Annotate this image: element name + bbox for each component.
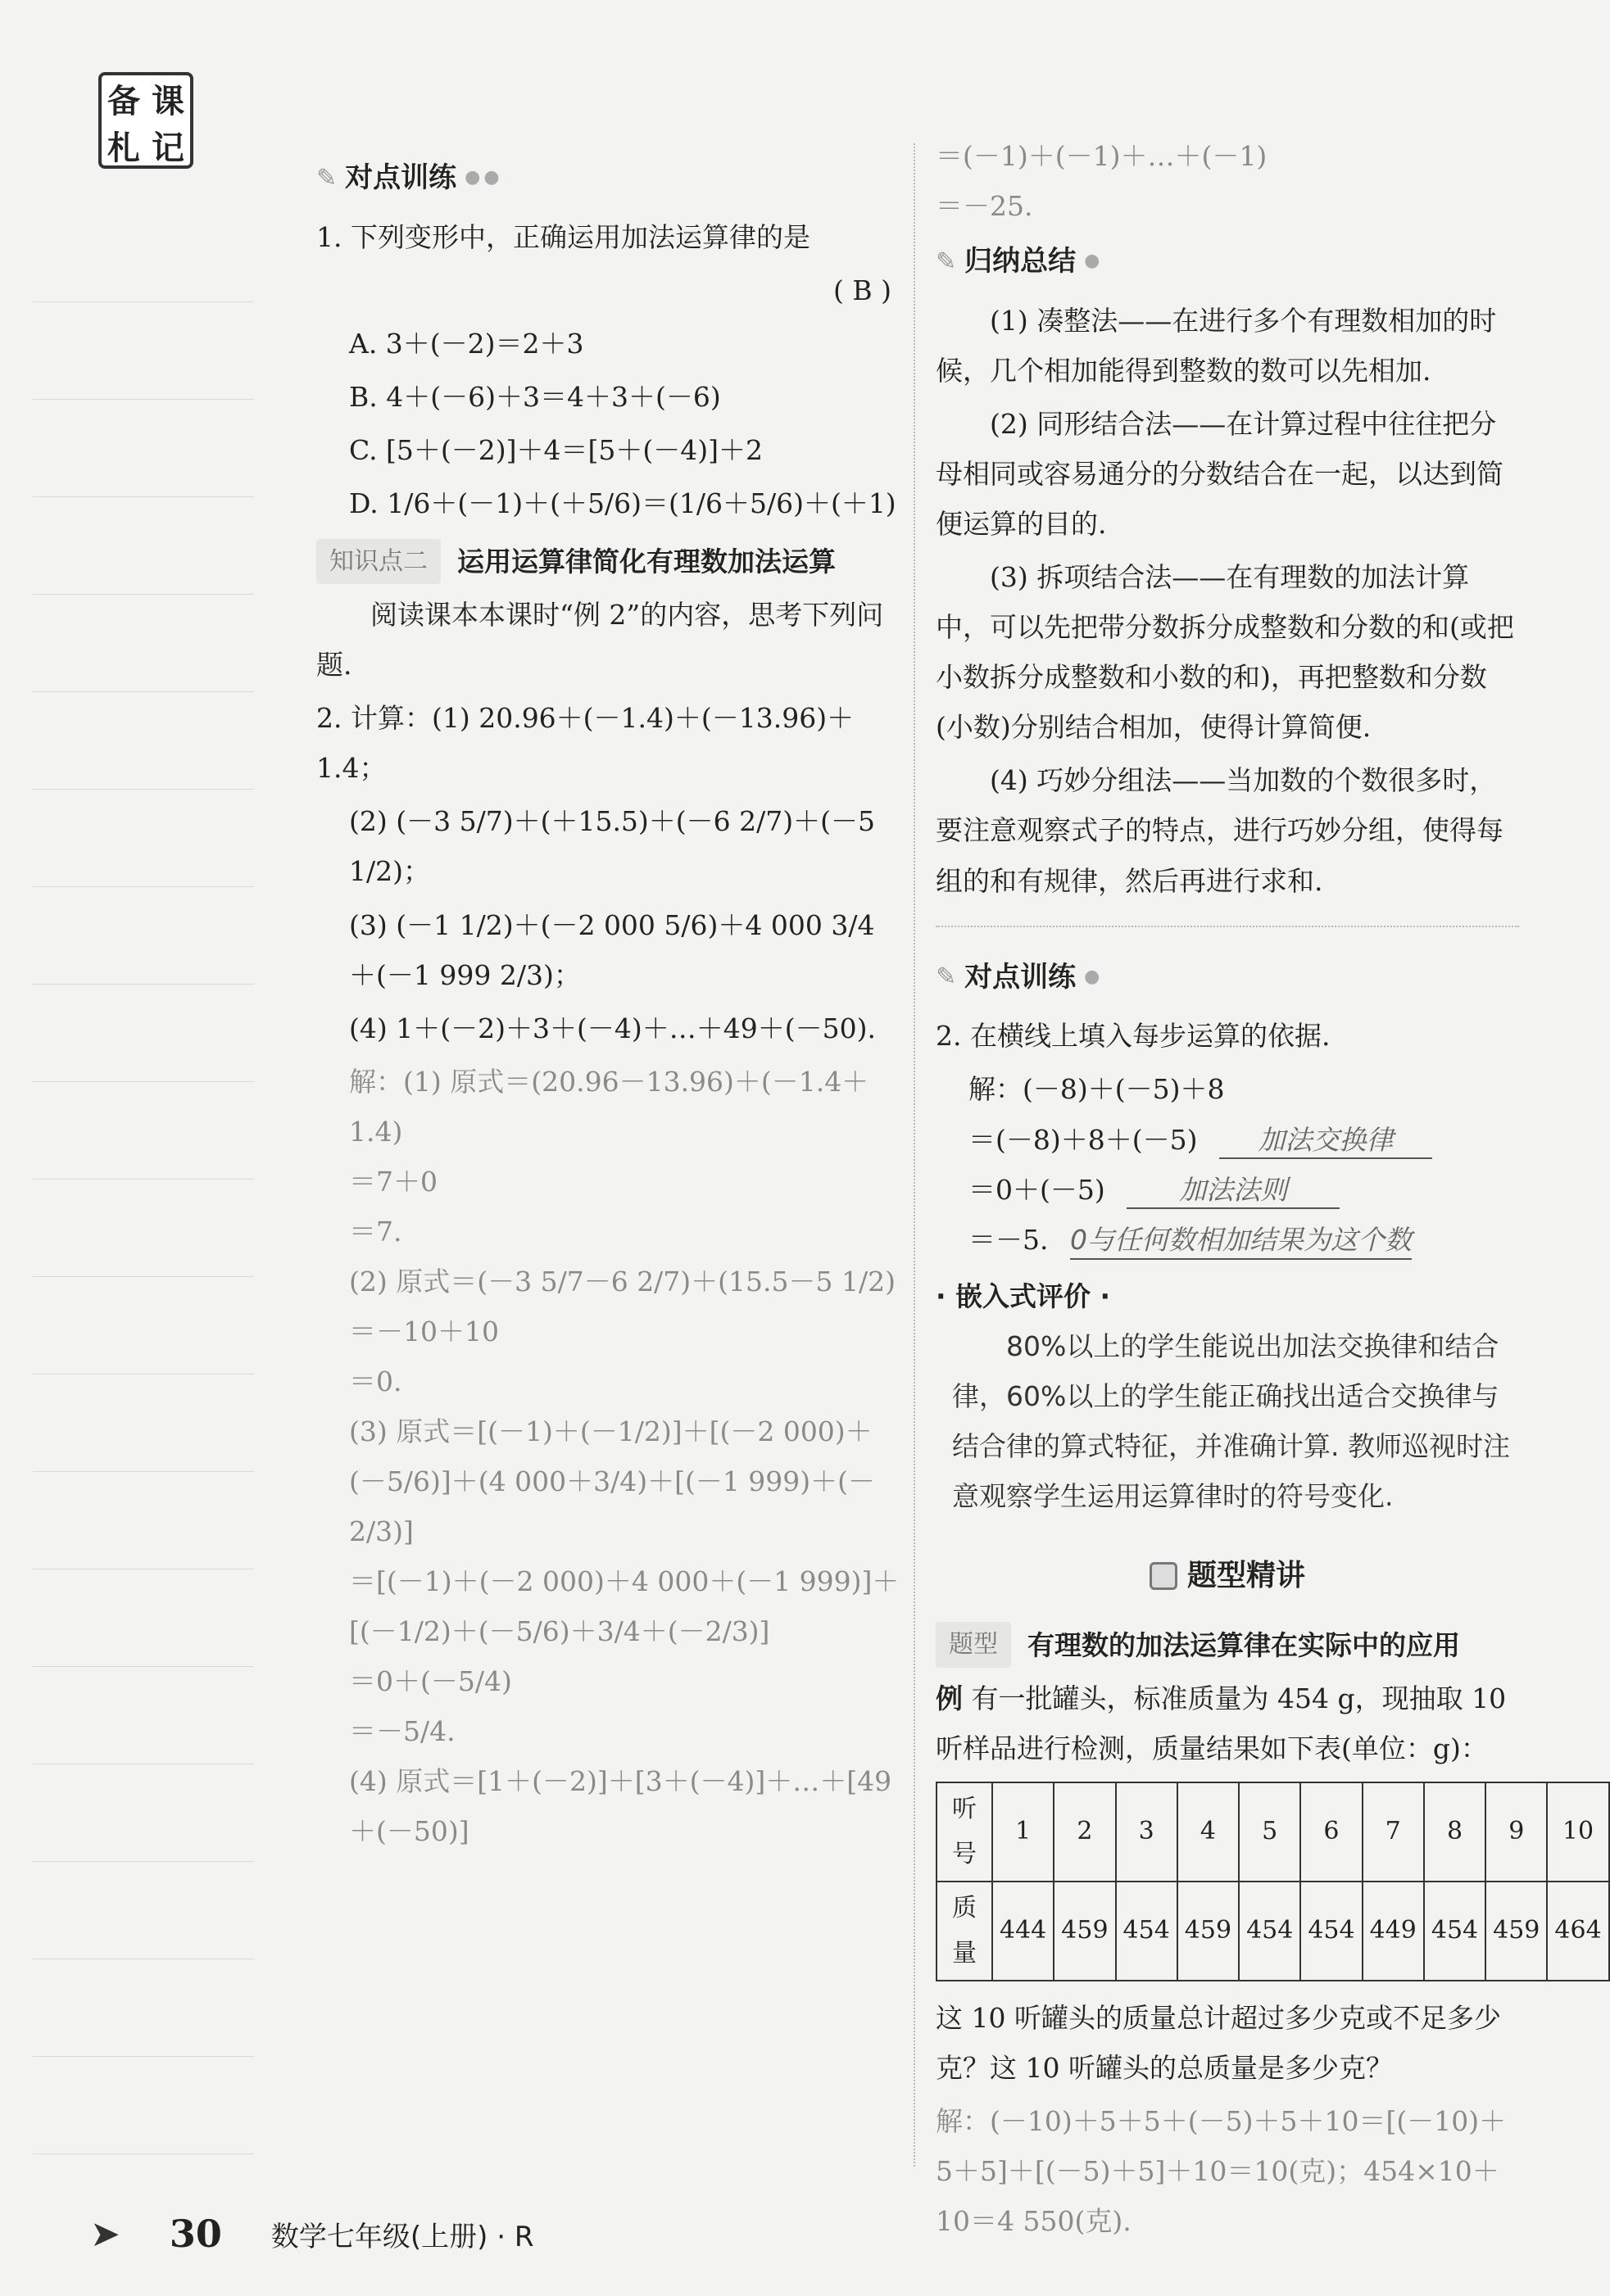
table-row [937, 1882, 1609, 1981]
right-column [936, 131, 1602, 2249]
type-section-title: 题型精讲 [1186, 1558, 1305, 1592]
solution-line: ＝(－1)＋(－1)＋…＋(－1) [936, 140, 1268, 172]
example [936, 1673, 1519, 1773]
arrow-icon: ➤ [90, 2212, 120, 2255]
book-title: 数学七年级(上册) · R [270, 2220, 534, 2253]
table-cell: 7 [1363, 1782, 1424, 1882]
summary-item: (1) 凑整法——在进行多个有理数相加的时候，几个相加能得到整数的数可以先相加. [936, 304, 1497, 387]
type-tag: 题型 [936, 1622, 1011, 1668]
solution-block [316, 1057, 900, 1857]
option-c: C. [5＋(－2)]＋4＝[5＋(－4)]＋2 [349, 434, 764, 467]
pencil-icon: ✎ [936, 247, 957, 276]
fill-step [936, 1215, 1519, 1265]
table-cell: 459 [1054, 1882, 1115, 1981]
solution-line: 解：(1) 原式＝(20.96－13.96)＋(－1.4＋1.4) [349, 1065, 869, 1148]
type-section-heading [936, 1549, 1519, 1604]
table-cell: 464 [1547, 1882, 1608, 1981]
fill-step-expr: ＝0＋(－5) [968, 1173, 1105, 1206]
fill-step [936, 1064, 1519, 1114]
stamp-char: 课 [152, 83, 184, 120]
question-1-stem: 1. 下列变形中，正确运用加法运算律的是 [316, 220, 810, 253]
page-number: 30 [169, 2212, 222, 2256]
question-1-answer: ( B ) [833, 274, 891, 306]
evaluation-title: · 嵌入式评价 · [936, 1279, 1111, 1312]
stamp-char: 记 [152, 129, 184, 167]
practice-title: 对点训练 [964, 960, 1077, 994]
solution-line: ＝－10＋10 [349, 1315, 499, 1347]
fill-step-expr: 解：(－8)＋(－5)＋8 [968, 1073, 1225, 1106]
summary-item: (4) 巧妙分组法——当加数的个数很多时，要注意观察式子的特点，进行巧妙分组，使得每组的和有规律，然后再进行求和. [936, 764, 1503, 897]
fill-step [936, 1165, 1519, 1215]
table-cell: 459 [1177, 1882, 1239, 1981]
fill-step [936, 1115, 1519, 1165]
solution-line: ＝－25. [936, 190, 1033, 223]
stamp-char: 备 [107, 83, 140, 120]
table-cell: 1 [992, 1782, 1054, 1882]
table-header: 质量 [937, 1882, 992, 1981]
question-2-part-2: (2) (－3 5/7)＋(＋15.5)＋(－6 2/7)＋(－5 1/2)； [349, 805, 876, 888]
table-cell: 8 [1424, 1782, 1485, 1882]
summary-item: (2) 同形结合法——在计算过程中往往把分母相同或容易通分的分数结合在一起，以达到简便运算的目的. [936, 408, 1503, 541]
fill-blank: 0与任何数相加结果为这个数 [1070, 1223, 1412, 1260]
summary-title: 归纳总结 [964, 245, 1077, 279]
solution-line: ＝0＋(－5/4) [349, 1665, 512, 1698]
dots-icon: ● [1084, 251, 1104, 272]
table-cell: 2 [1054, 1782, 1115, 1882]
solution-continued [936, 131, 1519, 231]
dots-icon: ● [1084, 966, 1104, 987]
example-question: 这 10 听罐头的质量总计超过多少克或不足多少克？这 10 听罐头的总质量是多少克？ [936, 2001, 1501, 2084]
column-divider [914, 143, 915, 2167]
table-cell: 6 [1300, 1782, 1362, 1882]
table-cell: 454 [1239, 1882, 1300, 1981]
knowledge-point-title: 运用运算律简化有理数加法运算 [457, 546, 836, 578]
table-cell: 3 [1116, 1782, 1177, 1882]
solution-line: (4) 原式＝[1＋(－2)]＋[3＋(－4)]＋…＋[49＋(－50)] [349, 1765, 892, 1848]
fill-step-expr: ＝(－8)＋8＋(－5) [968, 1123, 1198, 1156]
table-cell: 459 [1485, 1882, 1547, 1981]
question-2-part-4: (4) 1＋(－2)＋3＋(－4)＋…＋49＋(－50). [349, 1012, 876, 1044]
solution-line: ＝0. [349, 1365, 402, 1397]
evaluation-body [936, 1321, 1519, 1521]
option-a: A. 3＋(－2)＝2＋3 [349, 327, 584, 360]
summary-box [936, 236, 1519, 926]
section-icon [1150, 1562, 1177, 1590]
solution-line: (3) 原式＝[(－1)＋(－1/2)]＋[(－2 000)＋(－5/6)]＋(4 000＋3/4)＋[(－1 999)＋(－2/3)] [349, 1415, 876, 1548]
option-d: D. 1/6＋(－1)＋(＋5/6)＝(1/6＋5/6)＋(＋1) [349, 487, 896, 520]
fill-blank: 加法交换律 [1219, 1123, 1432, 1160]
table-header: 听号 [937, 1782, 992, 1882]
pencil-icon: ✎ [316, 163, 338, 192]
dots-icon: ●● [465, 167, 503, 188]
page-footer [90, 2212, 533, 2256]
note-lines [33, 205, 254, 2171]
table-cell: 9 [1485, 1782, 1547, 1882]
table-cell: 454 [1116, 1882, 1177, 1981]
solution-line: (2) 原式＝(－3 5/7－6 2/7)＋(15.5－5 1/2) [349, 1265, 896, 1297]
left-column [316, 147, 900, 1856]
example-label: 例 [936, 1682, 963, 1714]
option-b: B. 4＋(－6)＋3＝4＋3＋(－6) [349, 381, 721, 414]
pencil-icon: ✎ [936, 962, 957, 992]
table-cell: 444 [992, 1882, 1054, 1981]
solution-line: ＝7. [349, 1215, 402, 1248]
example-text: 有一批罐头，标准质量为 454 g，现抽取 10 听样品进行检测，质量结果如下表(单位：g)： [936, 1682, 1507, 1764]
solution-line: ＝[(－1)＋(－2 000)＋4 000＋(－1 999)]＋[(－1/2)＋(－5/6)＋3/4＋(－2/3)] [349, 1565, 900, 1648]
summary-heading [936, 236, 1519, 288]
type-title: 有理数的加法运算律在实际中的应用 [1027, 1628, 1460, 1661]
question-2-part-3: (3) (－1 1/2)＋(－2 000 5/6)＋4 000 3/4＋(－1 999 2/3)； [349, 908, 875, 991]
table-cell: 4 [1177, 1782, 1239, 1882]
knowledge-point-2 [316, 537, 900, 586]
type-line [936, 1620, 1519, 1670]
solution-line: ＝7＋0 [349, 1165, 438, 1198]
knowledge-point-tag: 知识点二 [316, 539, 441, 585]
read-prompt: 阅读课本本课时“例 2”的内容，思考下列问题. [316, 599, 884, 682]
stamp-char: 札 [107, 129, 140, 167]
fill-blank: 加法法则 [1127, 1173, 1340, 1210]
table-cell: 454 [1424, 1882, 1485, 1981]
evaluation-text: 80%以上的学生能说出加法交换律和结合律，60%以上的学生能正确找出适合交换律与结合律的算式特征，并准确计算. 教师巡视时注意观察学生运用运算律时的符号变化. [952, 1329, 1510, 1512]
solution-line: ＝－5/4. [349, 1715, 456, 1748]
practice-title: 对点训练 [345, 161, 457, 194]
question-2-part-1: 2. 计算：(1) 20.96＋(－1.4)＋(－13.96)＋1.4； [316, 702, 855, 785]
fill-question-stem: 2. 在横线上填入每步运算的依据. [936, 1020, 1331, 1053]
lesson-notes-stamp [98, 72, 193, 169]
summary-item: (3) 拆项结合法——在有理数的加法计算中，可以先把带分数拆分成整数和分数的和(或把小数拆分成整数和小数的和)，再把整数和分数(小数)分别结合相加，使得计算简便. [936, 561, 1514, 744]
table-cell: 10 [1547, 1782, 1608, 1882]
practice-heading [316, 152, 900, 204]
table-cell: 449 [1363, 1882, 1424, 1981]
practice-heading-2 [936, 952, 1519, 1003]
table-cell: 5 [1239, 1782, 1300, 1882]
table-row [937, 1782, 1609, 1882]
mass-table [936, 1782, 1610, 1981]
example-answer: 解：(－10)＋5＋5＋(－5)＋5＋10＝[(－10)＋5＋5]＋[(－5)＋5]＋10＝10(克)；454×10＋10＝4 550(克). [936, 2104, 1507, 2237]
table-cell: 454 [1300, 1882, 1362, 1981]
fill-step-expr: ＝－5. [968, 1223, 1049, 1256]
